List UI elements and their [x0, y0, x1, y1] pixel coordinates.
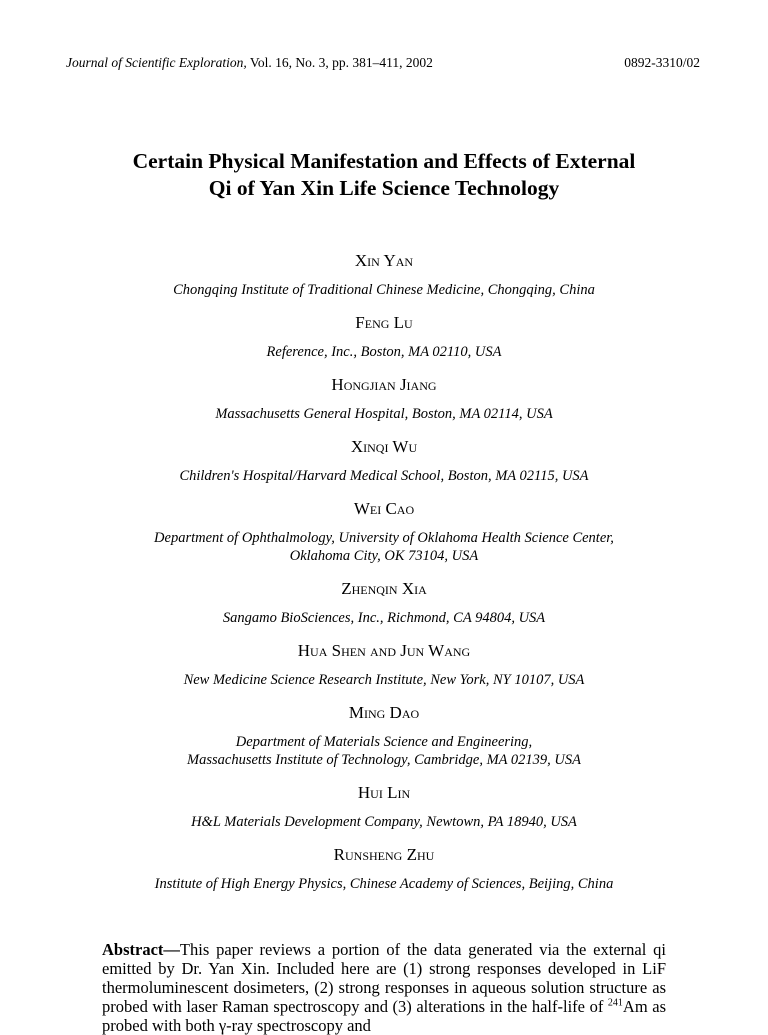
author-name: Hongjian Jiang	[331, 375, 437, 394]
author-name: Runsheng Zhu	[333, 845, 435, 864]
paper-title	[60, 148, 708, 202]
isotope-mass-number: 241	[607, 997, 623, 1009]
author-affiliation: Department of Materials Science and Engineering, Massachusetts Institute of Technology, Cambridge, MA 02139, USA	[187, 734, 581, 768]
author-affiliation: Department of Ophthalmology, University of Oklahoma Health Science Center, Oklahoma City, OK 73104, USA	[154, 530, 614, 564]
author-block	[60, 312, 708, 361]
author-block	[60, 250, 708, 299]
abstract-paragraph	[102, 940, 666, 1035]
author-name: Wei Cao	[353, 499, 415, 518]
author-name: Ming Dao	[348, 703, 420, 722]
author-affiliation: H&L Materials Development Company, Newtown, PA 18940, USA	[191, 814, 577, 830]
author-block	[60, 702, 708, 769]
running-header	[66, 55, 700, 71]
abstract-text-continued: Am as probed with both γ-ray spectroscopy and	[102, 997, 666, 1035]
author-name: Xinqi Wu	[350, 437, 418, 456]
author-affiliation: Institute of High Energy Physics, Chinese Academy of Sciences, Beijing, China	[154, 876, 614, 892]
author-name: Hua Shen and Jun Wang	[297, 641, 471, 660]
author-block	[60, 640, 708, 689]
author-affiliation: Children's Hospital/Harvard Medical School, Boston, MA 02115, USA	[179, 468, 589, 484]
author-block	[60, 374, 708, 423]
journal-issn: 0892-3310/02	[624, 55, 700, 70]
journal-name: Journal of Scientific Exploration,	[66, 55, 247, 70]
abstract-label: Abstract—	[102, 940, 180, 959]
title-line-1: Certain Physical Manifestation and Effects of External	[132, 149, 636, 173]
author-block	[60, 782, 708, 831]
author-affiliation: Massachusetts General Hospital, Boston, MA 02114, USA	[215, 406, 553, 422]
author-affiliation: Reference, Inc., Boston, MA 02110, USA	[266, 344, 502, 360]
author-block	[60, 436, 708, 485]
author-name: Xin Yan	[354, 251, 414, 270]
author-affiliation: New Medicine Science Research Institute, New York, NY 10107, USA	[183, 672, 585, 688]
abstract-text: This paper reviews a portion of the data generated via the external qi emitted by Dr. Yan Xin. Included here are (1) strong responses developed in LiF thermoluminescent dosimeters, (2) strong responses in aqueous solution structure as probed with laser Raman spectroscopy and (3) alterations in the half-life of	[102, 940, 666, 1016]
title-line-2: Qi of Yan Xin Life Science Technology	[208, 176, 560, 200]
author-block	[60, 498, 708, 565]
author-name: Zhenqin Xia	[341, 579, 427, 598]
author-affiliation: Sangamo BioSciences, Inc., Richmond, CA 94804, USA	[222, 610, 546, 626]
journal-volume: Vol. 16, No. 3, pp. 381–411, 2002	[246, 55, 433, 70]
author-list	[60, 250, 708, 906]
author-affiliation: Chongqing Institute of Traditional Chinese Medicine, Chongqing, China	[173, 282, 595, 298]
author-block	[60, 844, 708, 893]
journal-citation	[66, 55, 433, 71]
author-name: Hui Lin	[357, 783, 411, 802]
author-block	[60, 578, 708, 627]
author-name: Feng Lu	[355, 313, 413, 332]
